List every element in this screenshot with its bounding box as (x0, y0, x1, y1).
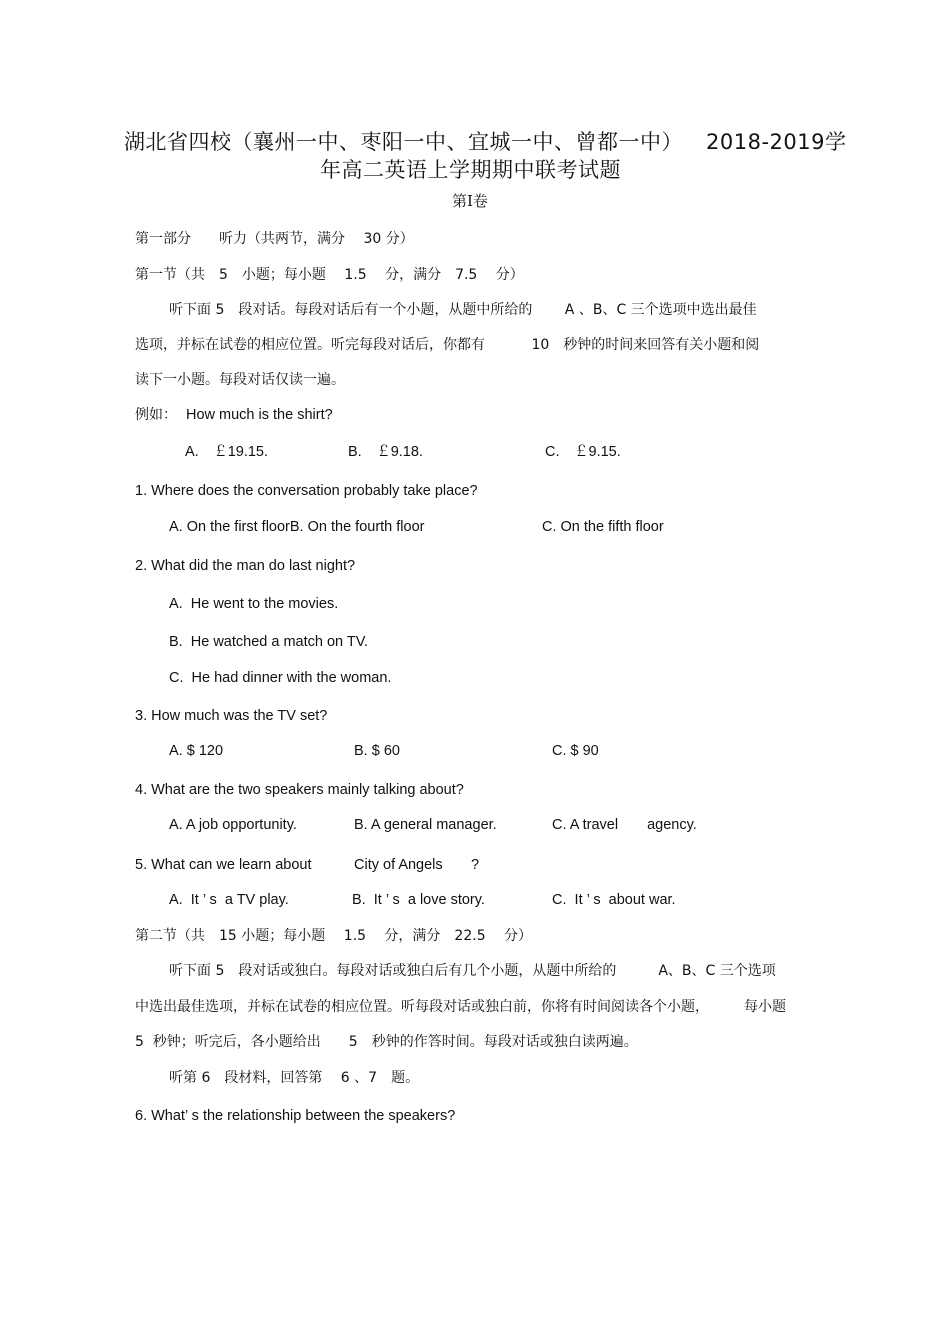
question-stem-title: City of Angels (354, 857, 443, 873)
question-option: B. He watched a match on TV. (169, 634, 369, 650)
instruction-line: 听下面 5 段对话。每段对话后有一个小题，从题中所给的 A 、B、C 三个选项中选出最佳 (169, 302, 757, 318)
question-stem: 6. What’ s the relationship between the speakers? (135, 1108, 456, 1124)
instruction-line: 读下一小题。每段对话仅读一遍。 (135, 372, 345, 388)
example-option: C. ￡9.15. (545, 444, 621, 460)
question-option: C. On the fifth floor (542, 519, 664, 535)
title-line-1: 湖北省四校（襄州一中、枣阳一中、宜城一中、曾都一中） (124, 130, 683, 154)
instruction-line: 中选出最佳选项，并标在试卷的相应位置。听每段对话或独白前，你将有时间阅读各个小题， 每小题 (135, 999, 786, 1015)
question-option: B. A general manager. (354, 817, 497, 833)
question-option: A. A job opportunity. (169, 817, 297, 833)
question-stem: 5. What can we learn about (135, 857, 312, 873)
example-label: 例如： (135, 407, 177, 423)
question-option: B. $ 60 (354, 743, 400, 759)
question-stem: 1. Where does the conversation probably take place? (135, 483, 478, 499)
section2-heading: 第二节（共 15 小题；每小题 1.5 分，满分 22.5 分） (135, 928, 533, 944)
question-stem: 2. What did the man do last night? (135, 558, 356, 574)
title-line-2: 年高二英语上学期期中联考试题 (320, 158, 621, 182)
example-option: B. ￡9.18. (348, 444, 423, 460)
question-option: C. It ’ s about war. (552, 892, 676, 908)
section1-heading: 第一节（共 5 小题；每小题 1.5 分，满分 7.5 分） (135, 267, 524, 283)
question-stem: 3. How much was the TV set? (135, 708, 328, 724)
question-option: C. He had dinner with the woman. (169, 670, 392, 686)
title-year: 2018-2019学 (706, 130, 847, 154)
question-option: A. $ 120 (169, 743, 224, 759)
question-option: B. It ’ s a love story. (352, 892, 485, 908)
question-stem: 4. What are the two speakers mainly talking about? (135, 782, 464, 798)
question-option: A. It ’ s a TV play. (169, 892, 289, 908)
question-option: C. A travel agency. (552, 817, 697, 833)
instruction-line: 5 秒钟；听完后，各小题给出 5 秒钟的作答时间。每段对话或独白读两遍。 (135, 1034, 638, 1050)
volume-label: 第Ⅰ卷 (452, 192, 488, 210)
example-option: A. ￡19.15. (185, 444, 269, 460)
question-option: C. $ 90 (552, 743, 599, 759)
question-option: A. He went to the movies. (169, 596, 339, 612)
question-stem-mark: ? (471, 857, 480, 873)
example-question: How much is the shirt? (186, 407, 333, 423)
instruction-line: 选项，并标在试卷的相应位置。听完每段对话后，你都有 10 秒钟的时间来回答有关小题和阅 (135, 337, 760, 353)
part1-heading: 第一部分 听力（共两节，满分 30 分） (135, 231, 414, 247)
instruction-line: 听下面 5 段对话或独白。每段对话或独白后有几个小题，从题中所给的 A、B、C 三个选项 (169, 963, 776, 979)
material-instruction: 听第 6 段材料，回答第 6 、7 题。 (169, 1070, 420, 1086)
question-option: A. On the first floorB. On the fourth floor (169, 519, 425, 535)
